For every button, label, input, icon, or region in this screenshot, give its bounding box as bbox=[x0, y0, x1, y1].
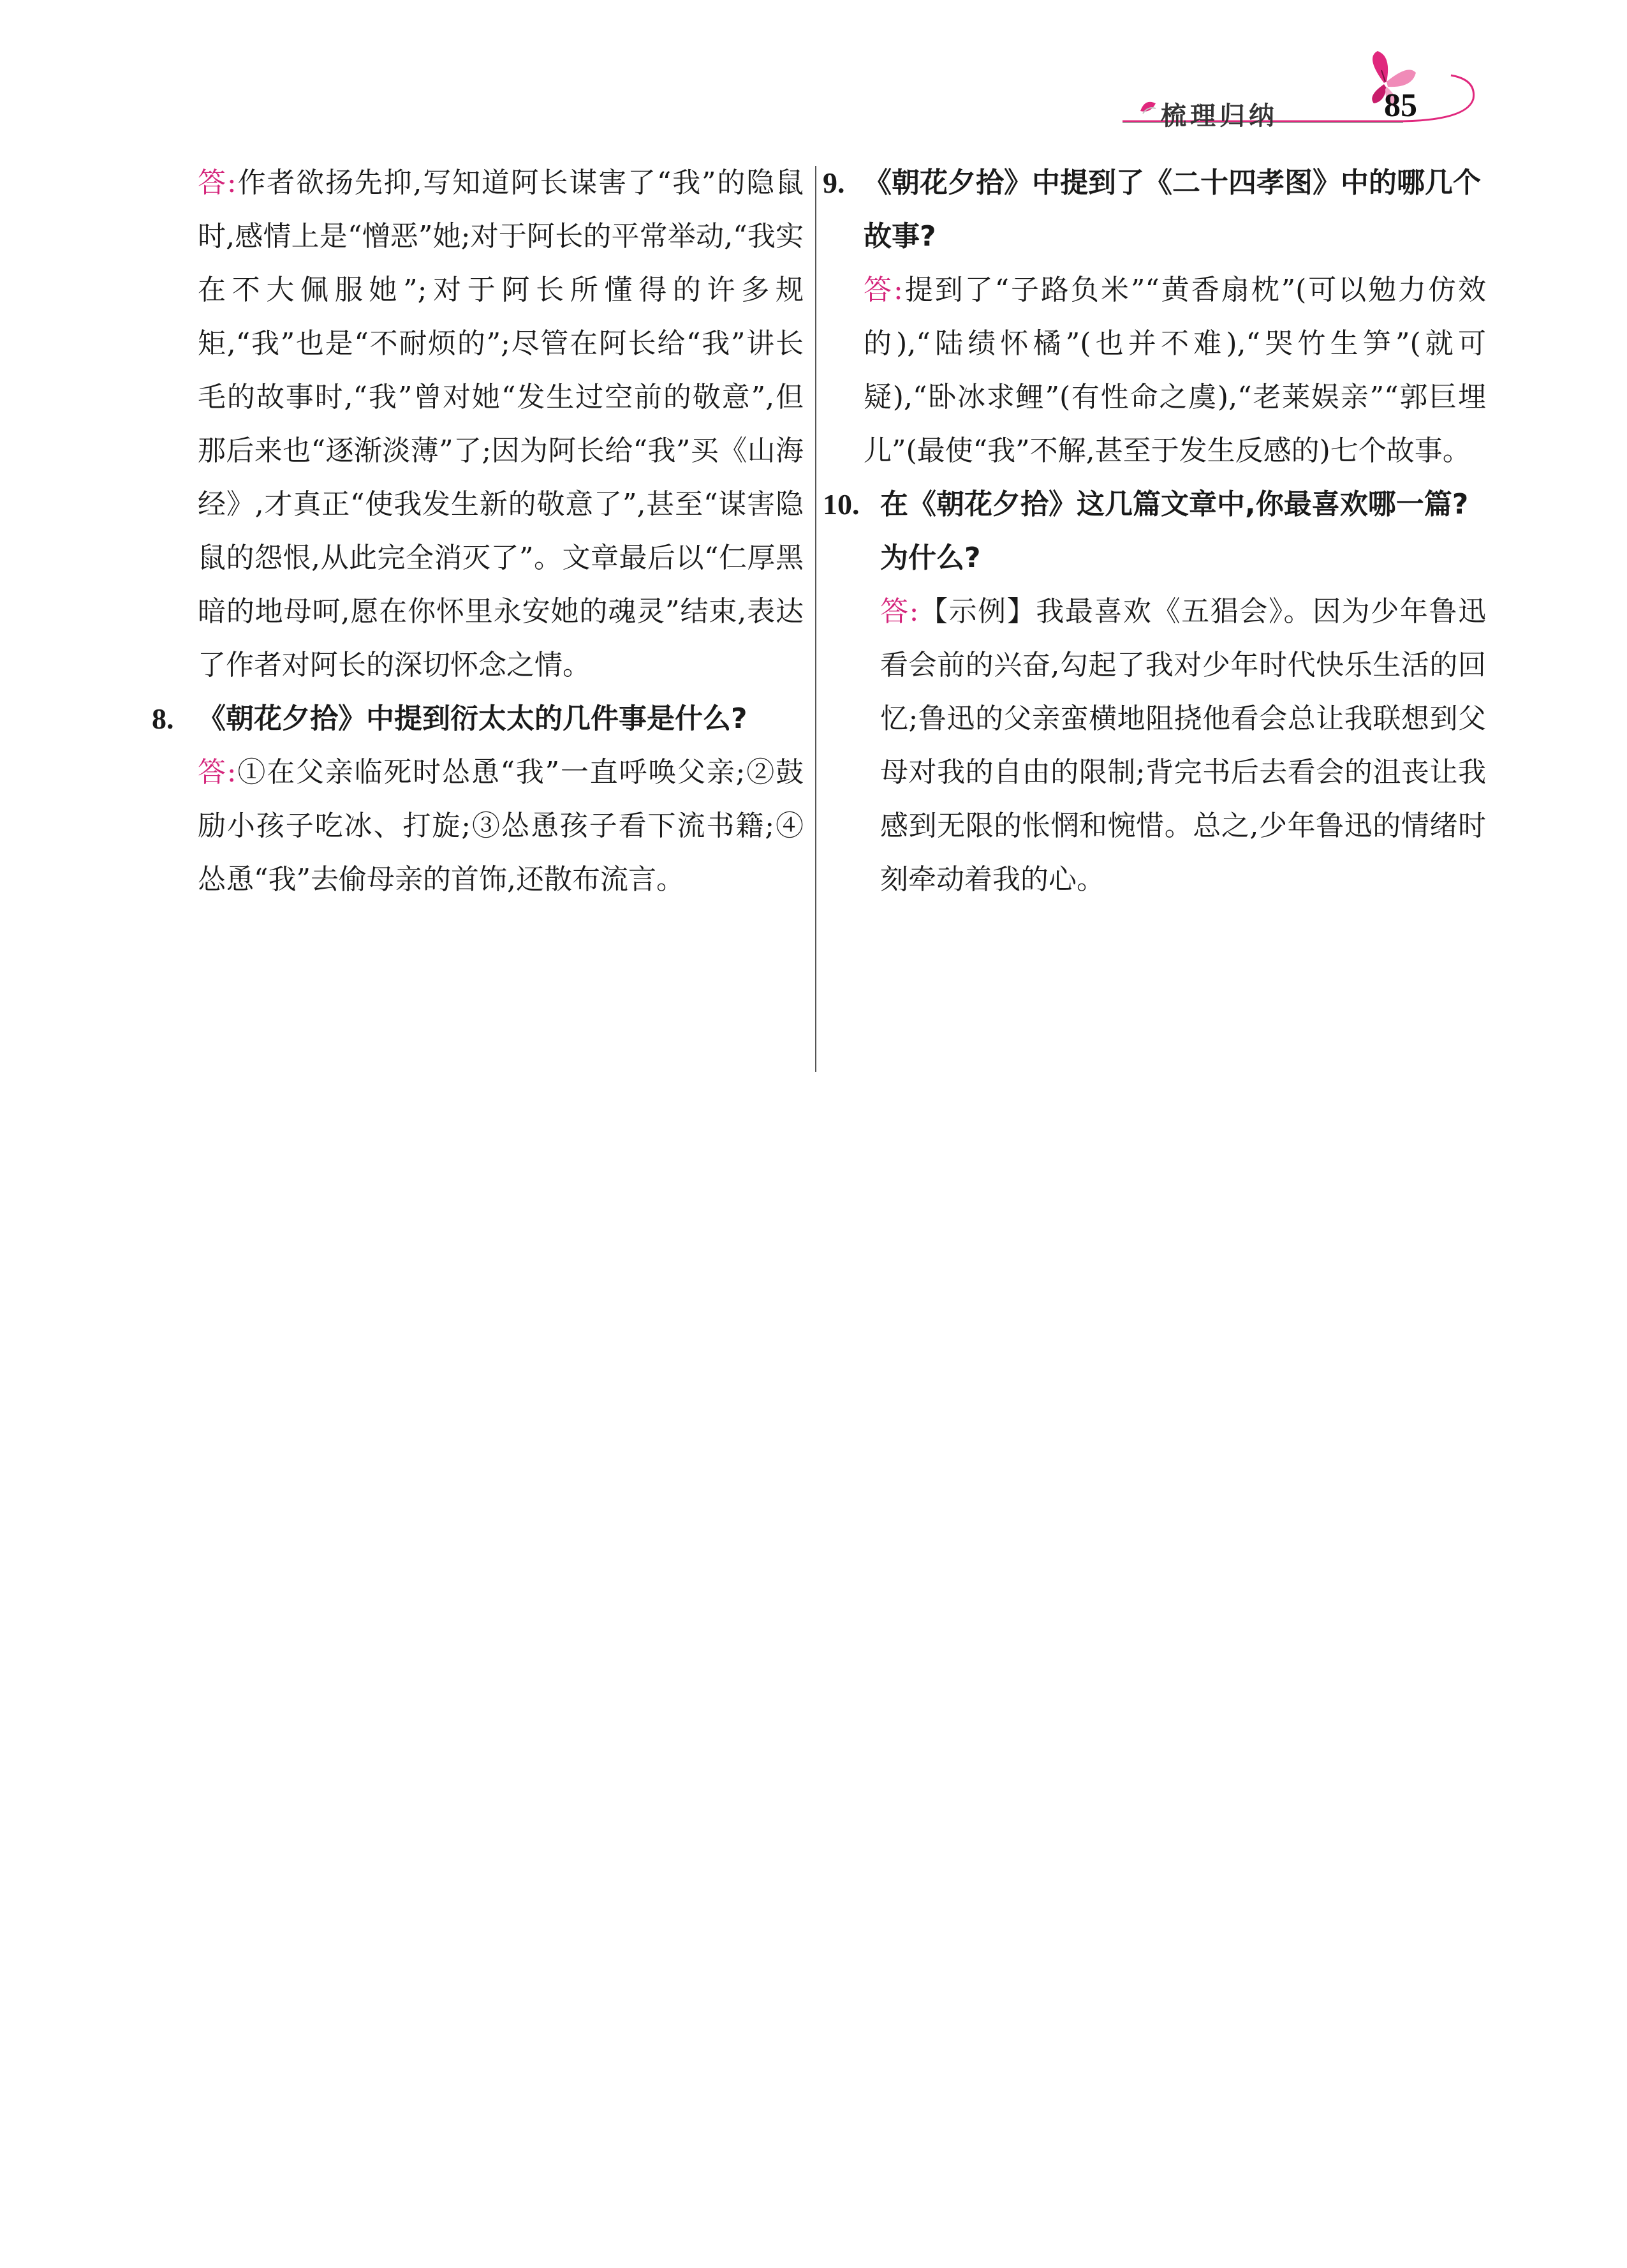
question-number: 10. bbox=[823, 488, 860, 521]
header-decoration bbox=[1084, 45, 1499, 147]
question-9 bbox=[823, 156, 1486, 478]
answer-paragraph bbox=[198, 746, 804, 907]
question-text: 《朝花夕拾》中提到衍太太的几件事是什么? bbox=[198, 702, 747, 735]
answer-paragraph bbox=[829, 585, 1486, 907]
section-label: 梳理归纳 bbox=[1161, 101, 1278, 131]
leaf-icon bbox=[1140, 102, 1156, 114]
page-number: 85 bbox=[1384, 87, 1417, 124]
question-10 bbox=[823, 478, 1487, 907]
question-heading bbox=[823, 156, 1486, 263]
question-heading bbox=[152, 692, 804, 746]
answer-label: 答: bbox=[198, 756, 237, 789]
left-column bbox=[147, 156, 804, 907]
answer-label: 答: bbox=[198, 167, 237, 199]
column-divider bbox=[815, 166, 816, 1072]
answer-text: 提到了“子路负米”“黄香扇枕”(可以勉力仿效的),“陆绩怀橘”(也并不难),“哭竹生笋”(就可疑),“卧冰求鲤”(有性命之虞),“老莱娱亲”“郭巨埋儿”(最使“我”不解,甚至于发生反感的)七个故事。 bbox=[864, 274, 1486, 467]
question-heading bbox=[823, 478, 1486, 585]
question-number: 9. bbox=[823, 167, 845, 199]
answer-paragraph bbox=[829, 263, 1486, 478]
answer-paragraph bbox=[147, 156, 804, 692]
question-text: 在《朝花夕拾》这几篇文章中,你最喜欢哪一篇? 为什么? bbox=[880, 488, 1469, 574]
answer-text: 作者欲扬先抑,写知道阿长谋害了“我”的隐鼠时,感情上是“憎恶”她;对于阿长的平常举动,“我实在不大佩服她”;对于阿长所懂得的许多规矩,“我”也是“不耐烦的”;尽管在阿长给“我”讲长毛的故事时,“我”曾对她“发生过空前的敬意”,但那后来也“逐渐淡薄”了;因为阿长给“我”买《山海经》,才真正“使我发生新的敬意了”,甚至“谋害隐鼠的怨恨,从此完全消灭了”。文章最后以“仁厚黑暗的地母呵,愿在你怀里永安她的魂灵”结束,表达了作者对阿长的深切怀念之情。 bbox=[198, 167, 804, 681]
answer-label: 答: bbox=[880, 595, 919, 628]
question-text: 《朝花夕拾》中提到了《二十四孝图》中的哪几个故事? bbox=[864, 167, 1481, 253]
page-header bbox=[1084, 45, 1499, 147]
answer-label: 答: bbox=[864, 274, 903, 306]
answer-7 bbox=[147, 156, 804, 692]
answer-text: ①在父亲临死时怂恿“我”一直呼唤父亲;②鼓励小孩子吃冰、打旋;③怂恿孩子看下流书籍;④怂恿“我”去偷母亲的首饰,还散布流言。 bbox=[198, 756, 804, 896]
right-column bbox=[823, 156, 1487, 907]
answer-text: 【示例】我最喜欢《五猖会》。因为少年鲁迅看会前的兴奋,勾起了我对少年时代快乐生活的回忆;鲁迅的父亲蛮横地阻挠他看会总让我联想到父母对我的自由的限制;背完书后去看会的沮丧让我感到无限的怅惘和惋惜。总之,少年鲁迅的情绪时刻牵动着我的心。 bbox=[880, 595, 1487, 896]
question-8 bbox=[147, 692, 804, 907]
question-number: 8. bbox=[152, 702, 174, 735]
